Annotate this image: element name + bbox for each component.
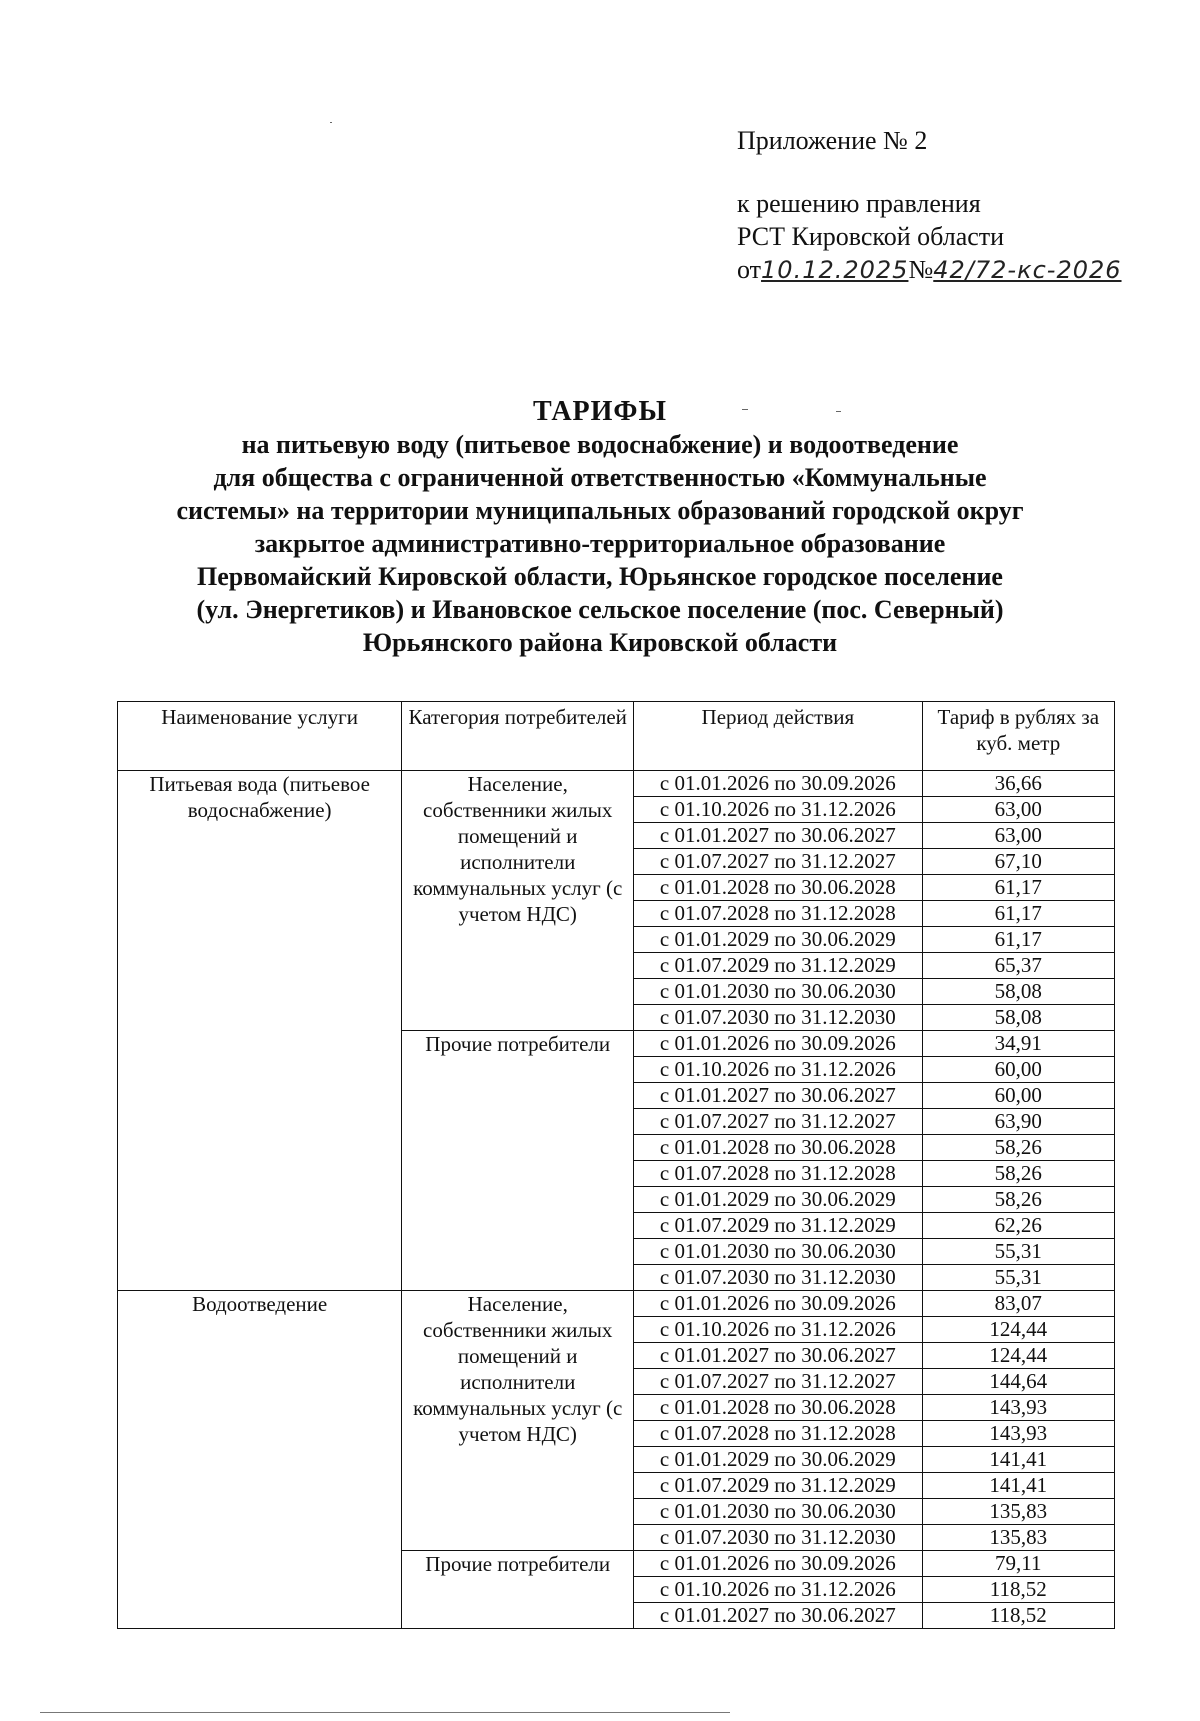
header-period: Период действия (634, 702, 922, 771)
service-cell: Водоотведение (118, 1291, 402, 1629)
period-cell: с 01.01.2030 по 30.06.2030 (634, 979, 922, 1005)
title-line: Юрьянского района Кировской области (362, 628, 838, 657)
period-cell: с 01.01.2027 по 30.06.2027 (634, 1343, 922, 1369)
header-service: Наименование услуги (118, 702, 402, 771)
period-cell: с 01.01.2030 по 30.06.2030 (634, 1499, 922, 1525)
tariff-table (117, 701, 1115, 1629)
period-cell: с 01.07.2027 по 31.12.2027 (634, 1109, 922, 1135)
table-row (118, 1291, 1115, 1317)
period-cell: с 01.01.2026 по 30.09.2026 (634, 1031, 922, 1057)
period-cell: с 01.01.2028 по 30.06.2028 (634, 1395, 922, 1421)
period-cell: с 01.01.2029 по 30.06.2029 (634, 927, 922, 953)
annex-number-label: № (908, 255, 934, 284)
category-cell: Население, собственники жилых помещений и исполнители коммунальных услуг (с учетом НДС) (402, 1291, 634, 1551)
tariff-cell: 83,07 (922, 1291, 1114, 1317)
period-cell: с 01.01.2028 по 30.06.2028 (634, 875, 922, 901)
period-cell: с 01.07.2028 по 31.12.2028 (634, 1161, 922, 1187)
service-cell: Питьевая вода (питьевое водоснабжение) (118, 771, 402, 1291)
tariff-cell: 118,52 (922, 1603, 1114, 1629)
tariff-cell: 141,41 (922, 1473, 1114, 1499)
period-cell: с 01.07.2029 по 31.12.2029 (634, 1213, 922, 1239)
category-cell: Прочие потребители (402, 1031, 634, 1291)
period-cell: с 01.07.2029 по 31.12.2029 (634, 1473, 922, 1499)
bottom-rule (40, 1712, 730, 1713)
scan-speck (330, 122, 332, 123)
period-cell: с 01.07.2028 по 31.12.2028 (634, 1421, 922, 1447)
period-cell: с 01.07.2028 по 31.12.2028 (634, 901, 922, 927)
category-cell: Население, собственники жилых помещений и исполнители коммунальных услуг (с учетом НДС) (402, 771, 634, 1031)
tariff-cell: 58,26 (922, 1135, 1114, 1161)
tariff-cell: 63,00 (922, 797, 1114, 823)
handwritten-number: 42/72-кс-2026 (933, 256, 1122, 284)
tariff-cell: 65,37 (922, 953, 1114, 979)
tariff-cell: 58,26 (922, 1161, 1114, 1187)
tariff-cell: 60,00 (922, 1057, 1114, 1083)
tariff-cell: 141,41 (922, 1447, 1114, 1473)
tariff-cell: 124,44 (922, 1317, 1114, 1343)
period-cell: с 01.01.2029 по 30.06.2029 (634, 1447, 922, 1473)
title-line: для общества с ограниченной ответственностью «Коммунальные (213, 463, 987, 492)
table-header-row (118, 702, 1115, 771)
period-cell: с 01.07.2027 по 31.12.2027 (634, 849, 922, 875)
period-cell: с 01.01.2028 по 30.06.2028 (634, 1135, 922, 1161)
title-line: системы» на территории муниципальных образований городской округ (176, 496, 1024, 525)
scan-speck (742, 409, 748, 410)
period-cell: с 01.01.2027 по 30.06.2027 (634, 1083, 922, 1109)
period-cell: с 01.01.2029 по 30.06.2029 (634, 1187, 922, 1213)
tariff-cell: 143,93 (922, 1421, 1114, 1447)
annex-block (737, 124, 1122, 287)
period-cell: с 01.01.2027 по 30.06.2027 (634, 823, 922, 849)
annex-line-2: РСТ Кировской области (737, 222, 1005, 251)
tariff-cell: 58,26 (922, 1187, 1114, 1213)
document-title (150, 395, 1050, 659)
handwritten-date: 10.12.2025 (761, 256, 909, 284)
period-cell: с 01.10.2026 по 31.12.2026 (634, 1577, 922, 1603)
tariff-cell: 63,90 (922, 1109, 1114, 1135)
tariff-cell: 135,83 (922, 1525, 1114, 1551)
title-line: закрытое административно-территориальное образование (254, 529, 946, 558)
period-cell: с 01.01.2027 по 30.06.2027 (634, 1603, 922, 1629)
title-line: на питьевую воду (питьевое водоснабжение) и водоотведение (241, 430, 959, 459)
annex-from-label: от (737, 255, 762, 284)
tariff-cell: 55,31 (922, 1239, 1114, 1265)
title-line: Первомайский Кировской области, Юрьянское городское поселение (197, 562, 1003, 591)
period-cell: с 01.07.2030 по 31.12.2030 (634, 1525, 922, 1551)
tariff-cell: 67,10 (922, 849, 1114, 875)
period-cell: с 01.07.2030 по 31.12.2030 (634, 1265, 922, 1291)
tariff-cell: 135,83 (922, 1499, 1114, 1525)
period-cell: с 01.10.2026 по 31.12.2026 (634, 1317, 922, 1343)
scan-speck (836, 411, 841, 412)
period-cell: с 01.10.2026 по 31.12.2026 (634, 797, 922, 823)
tariff-cell: 62,26 (922, 1213, 1114, 1239)
period-cell: с 01.01.2026 по 30.09.2026 (634, 771, 922, 797)
tariff-cell: 58,08 (922, 979, 1114, 1005)
header-tariff: Тариф в рублях за куб. метр (922, 702, 1114, 771)
tariff-cell: 58,08 (922, 1005, 1114, 1031)
tariff-cell: 79,11 (922, 1551, 1114, 1577)
tariff-cell: 55,31 (922, 1265, 1114, 1291)
period-cell: с 01.01.2030 по 30.06.2030 (634, 1239, 922, 1265)
tariff-cell: 61,17 (922, 927, 1114, 953)
period-cell: с 01.07.2029 по 31.12.2029 (634, 953, 922, 979)
period-cell: с 01.07.2027 по 31.12.2027 (634, 1369, 922, 1395)
title-line: (ул. Энергетиков) и Ивановское сельское поселение (пос. Северный) (196, 595, 1004, 624)
period-cell: с 01.10.2026 по 31.12.2026 (634, 1057, 922, 1083)
title-main: ТАРИФЫ (533, 396, 667, 427)
tariff-cell: 36,66 (922, 771, 1114, 797)
header-category: Категория потребителей (402, 702, 634, 771)
category-cell: Прочие потребители (402, 1551, 634, 1629)
tariff-cell: 118,52 (922, 1577, 1114, 1603)
annex-line-1: к решению правления (737, 189, 981, 218)
period-cell: с 01.07.2030 по 31.12.2030 (634, 1005, 922, 1031)
annex-gap (737, 157, 1122, 187)
tariff-cell: 63,00 (922, 823, 1114, 849)
annex-line-3 (737, 253, 1122, 287)
tariff-cell: 34,91 (922, 1031, 1114, 1057)
table-row (118, 771, 1115, 797)
tariff-cell: 143,93 (922, 1395, 1114, 1421)
tariff-cell: 61,17 (922, 875, 1114, 901)
tariff-cell: 144,64 (922, 1369, 1114, 1395)
annex-title: Приложение № 2 (737, 126, 928, 155)
tariff-cell: 124,44 (922, 1343, 1114, 1369)
table-body (118, 771, 1115, 1629)
tariff-cell: 60,00 (922, 1083, 1114, 1109)
period-cell: с 01.01.2026 по 30.09.2026 (634, 1551, 922, 1577)
tariff-cell: 61,17 (922, 901, 1114, 927)
period-cell: с 01.01.2026 по 30.09.2026 (634, 1291, 922, 1317)
